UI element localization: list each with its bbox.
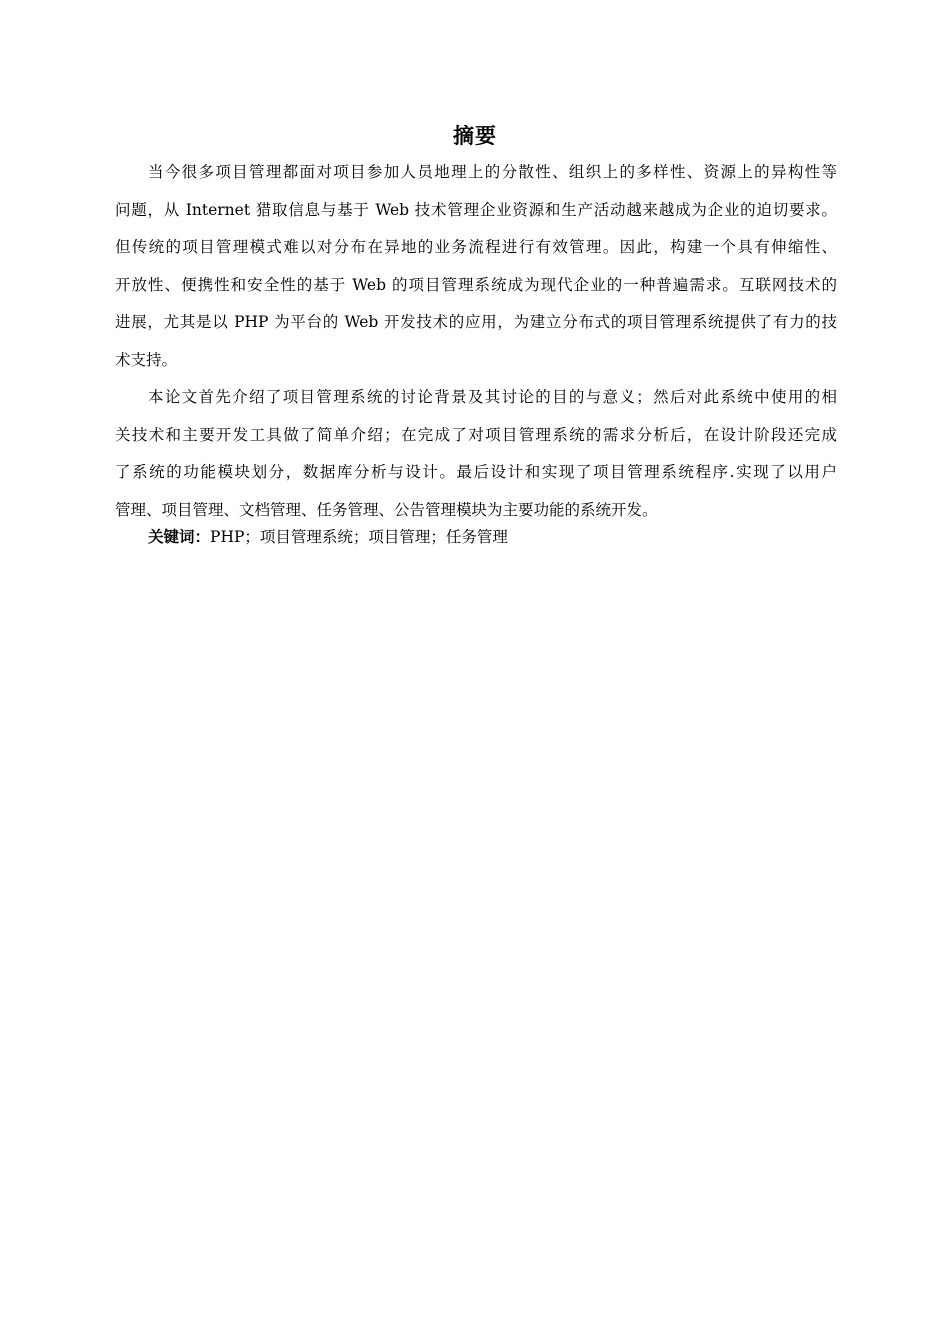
keywords-value: PHP；项目管理系统；项目管理；任务管理 bbox=[210, 528, 508, 546]
paragraph-line: 开放性、便携性和安全性的基于 Web 的项目管理系统成为现代企业的一种普遍需求。互联网技术的 bbox=[115, 275, 837, 294]
paragraph-line: 关技术和主要开发工具做了简单介绍；在完成了对项目管理系统的需求分析后，在设计阶段还完成 bbox=[115, 425, 837, 444]
keywords-line bbox=[148, 519, 508, 557]
abstract-paragraph-2 bbox=[115, 379, 837, 529]
page-title: 摘要 bbox=[453, 124, 497, 148]
paragraph-line: 问题，从 Internet 猎取信息与基于 Web 技术管理企业资源和生产活动越来越成为企业的迫切要求。 bbox=[115, 200, 837, 219]
paragraph-line: 术支持。 bbox=[115, 350, 178, 369]
abstract-paragraph-1 bbox=[115, 154, 837, 379]
keywords-label: 关键词： bbox=[148, 528, 211, 546]
paragraph-line: 管理、项目管理、文档管理、任务管理、公告管理模块为主要功能的系统开发。 bbox=[115, 500, 658, 519]
paragraph-line: 进展，尤其是以 PHP 为平台的 Web 开发技术的应用，为建立分布式的项目管理系统提供了有力的技 bbox=[115, 313, 837, 331]
paragraph-line: 了系统的功能模块划分，数据库分析与设计。最后设计和实现了项目管理系统程序.实现了以用户 bbox=[115, 463, 837, 481]
paragraph-line: 当今很多项目管理都面对项目参加人员地理上的分散性、组织上的多样性、资源上的异构性等 bbox=[148, 163, 837, 181]
paragraph-line: 本论文首先介绍了项目管理系统的讨论背景及其讨论的目的与意义；然后对此系统中使用的相 bbox=[148, 388, 837, 406]
paragraph-line: 但传统的项目管理模式难以对分布在异地的业务流程进行有效管理。因此，构建一个具有伸缩性、 bbox=[115, 238, 837, 256]
